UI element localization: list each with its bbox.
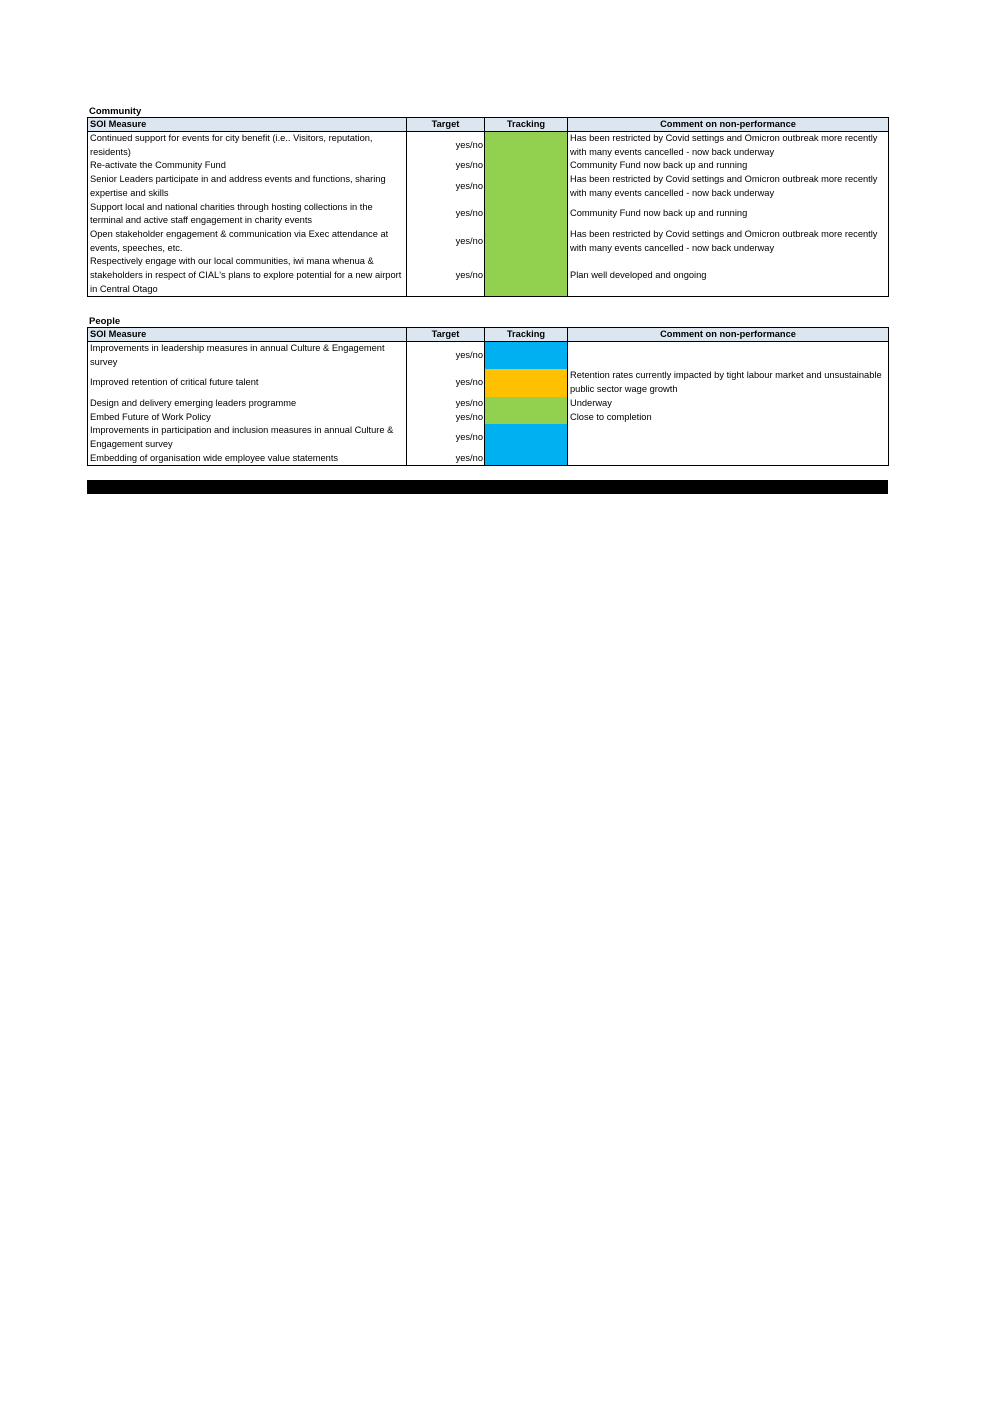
comment-cell: Has been restricted by Covid settings and Omicron outbreak more recently with many events cancelled - now back underway bbox=[568, 132, 889, 160]
measure-cell: Support local and national charities through hosting collections in the terminal and active staff engagement in charity events bbox=[88, 201, 407, 228]
footer-bar bbox=[87, 480, 888, 494]
measure-cell: Improvements in leadership measures in annual Culture & Engagement survey bbox=[88, 342, 407, 370]
comment-cell bbox=[568, 452, 889, 466]
measure-cell: Embed Future of Work Policy bbox=[88, 411, 407, 425]
table-row bbox=[88, 255, 889, 297]
people-table bbox=[87, 327, 889, 466]
table-row bbox=[88, 411, 889, 425]
target-cell: yes/no bbox=[407, 452, 485, 466]
measure-cell: Design and delivery emerging leaders programme bbox=[88, 397, 407, 411]
tracking-cell bbox=[485, 173, 568, 200]
header-row bbox=[88, 118, 889, 132]
target-cell: yes/no bbox=[407, 369, 485, 396]
header-target: Target bbox=[407, 118, 485, 132]
comment-cell: Community Fund now back up and running bbox=[568, 159, 889, 173]
tracking-cell bbox=[485, 397, 568, 411]
measure-cell: Improved retention of critical future talent bbox=[88, 369, 407, 396]
header-comment: Comment on non-performance bbox=[568, 328, 889, 342]
comment-cell: Plan well developed and ongoing bbox=[568, 255, 889, 297]
target-cell: yes/no bbox=[407, 159, 485, 173]
measure-cell: Open stakeholder engagement & communication via Exec attendance at events, speeches, etc. bbox=[88, 228, 407, 255]
target-cell: yes/no bbox=[407, 228, 485, 255]
comment-cell: Retention rates currently impacted by tight labour market and unsustainable public sector wage growth bbox=[568, 369, 889, 396]
measure-cell: Senior Leaders participate in and address events and functions, sharing expertise and skills bbox=[88, 173, 407, 200]
measure-cell: Re-activate the Community Fund bbox=[88, 159, 407, 173]
header-measure: SOI Measure bbox=[88, 328, 407, 342]
comment-cell: Community Fund now back up and running bbox=[568, 201, 889, 228]
table-row bbox=[88, 424, 889, 451]
header-row bbox=[88, 328, 889, 342]
tracking-cell bbox=[485, 369, 568, 396]
measure-cell: Continued support for events for city benefit (i.e.. Visitors, reputation, residents) bbox=[88, 132, 407, 160]
table-row bbox=[88, 173, 889, 200]
community-section bbox=[87, 106, 888, 297]
table-row bbox=[88, 342, 889, 370]
tracking-cell bbox=[485, 201, 568, 228]
tracking-cell bbox=[485, 424, 568, 451]
header-comment: Comment on non-performance bbox=[568, 118, 889, 132]
comment-cell: Has been restricted by Covid settings and Omicron outbreak more recently with many events cancelled - now back underway bbox=[568, 228, 889, 255]
tracking-cell bbox=[485, 255, 568, 297]
target-cell: yes/no bbox=[407, 424, 485, 451]
target-cell: yes/no bbox=[407, 255, 485, 297]
section-title-community: Community bbox=[89, 106, 142, 117]
tracking-cell bbox=[485, 342, 568, 370]
header-tracking: Tracking bbox=[485, 328, 568, 342]
comment-cell: Has been restricted by Covid settings and Omicron outbreak more recently with many events cancelled - now back underway bbox=[568, 173, 889, 200]
measure-cell: Improvements in participation and inclusion measures in annual Culture & Engagement survey bbox=[88, 424, 407, 451]
comment-cell bbox=[568, 342, 889, 370]
header-tracking: Tracking bbox=[485, 118, 568, 132]
table-row bbox=[88, 397, 889, 411]
tracking-cell bbox=[485, 132, 568, 160]
comment-cell bbox=[568, 424, 889, 451]
target-cell: yes/no bbox=[407, 201, 485, 228]
comment-cell: Close to completion bbox=[568, 411, 889, 425]
table-row bbox=[88, 201, 889, 228]
header-target: Target bbox=[407, 328, 485, 342]
tracking-cell bbox=[485, 411, 568, 425]
table-row bbox=[88, 228, 889, 255]
measure-cell: Embedding of organisation wide employee value statements bbox=[88, 452, 407, 466]
target-cell: yes/no bbox=[407, 411, 485, 425]
table-row bbox=[88, 369, 889, 396]
target-cell: yes/no bbox=[407, 132, 485, 160]
table-row bbox=[88, 452, 889, 466]
people-section bbox=[87, 316, 888, 466]
comment-cell: Underway bbox=[568, 397, 889, 411]
tracking-cell bbox=[485, 228, 568, 255]
section-title-people: People bbox=[89, 316, 121, 327]
header-measure: SOI Measure bbox=[88, 118, 407, 132]
target-cell: yes/no bbox=[407, 342, 485, 370]
target-cell: yes/no bbox=[407, 173, 485, 200]
table-row bbox=[88, 132, 889, 160]
tracking-cell bbox=[485, 159, 568, 173]
community-table bbox=[87, 117, 889, 297]
tracking-cell bbox=[485, 452, 568, 466]
table-row bbox=[88, 159, 889, 173]
measure-cell: Respectively engage with our local communities, iwi mana whenua & stakeholders in respect of CIAL's plans to explore potential for a new airport in Central Otago bbox=[88, 255, 407, 297]
target-cell: yes/no bbox=[407, 397, 485, 411]
